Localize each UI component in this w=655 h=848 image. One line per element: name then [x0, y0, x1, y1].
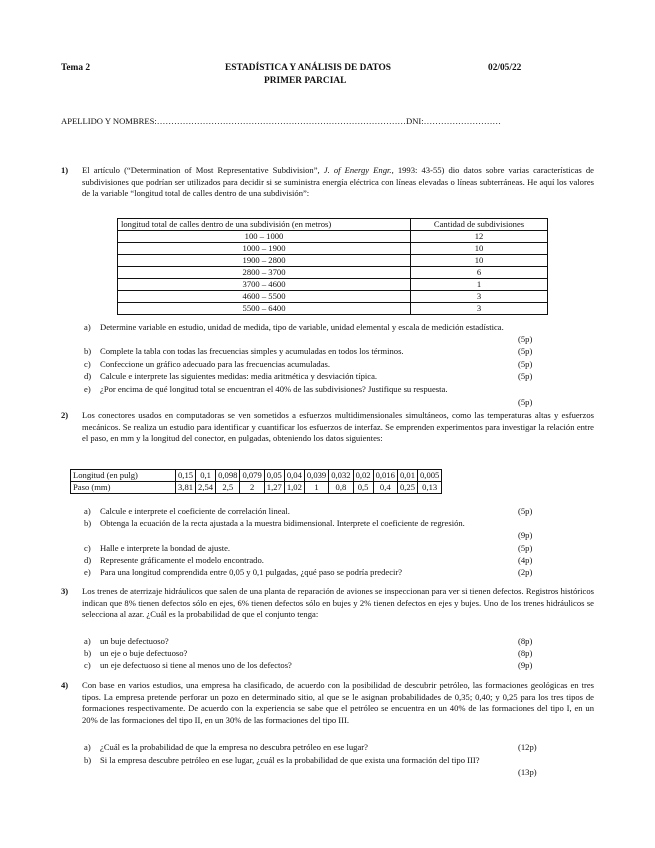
q2-item-points: (2p)	[518, 567, 533, 577]
q2-item-text: Para una longitud comprendida entre 0,05 y 0,1 pulgadas, ¿qué paso se podría predecir?	[100, 567, 403, 577]
q2-item-text: Calcule e interprete el coeficiente de correlación lineal.	[100, 506, 290, 516]
table-cell: 0,005	[418, 470, 442, 482]
name-dni-line: APELLIDO Y NOMBRES:……………………………………………………………………………DNI:………………………	[61, 116, 502, 126]
table-cell: 0,05	[264, 470, 284, 482]
exam-date: 02/05/22	[488, 63, 522, 73]
table-cell: 1900 – 2800	[118, 255, 411, 267]
q1-item-text: Complete la tabla con todas las frecuencias simples y acumuladas en todos los términos.	[100, 346, 404, 356]
table-cell: 0,25	[397, 482, 417, 494]
table-header-cell: longitud total de calles dentro de una subdivisión (en metros)	[118, 219, 411, 231]
q1-item-points: (5p)	[518, 397, 533, 407]
q2-item-letter: e)	[84, 567, 91, 577]
table-cell: 1,27	[264, 482, 284, 494]
q2-item-points: (4p)	[518, 555, 533, 565]
table-cell: 2,5	[216, 482, 240, 494]
q2-item-text: Represente gráficamente el modelo encontrado.	[100, 555, 264, 565]
table-row	[118, 303, 548, 315]
q1-item-letter: a)	[84, 322, 91, 332]
table-cell: 3	[411, 303, 548, 315]
q3-number: 3)	[61, 586, 69, 596]
q3-statement: Los trenes de aterrizaje hidráulicos que salen de una planta de reparación de aviones se inspeccionan para ver si tienen defectos. Registros históricos indican que 8% tienen defectos sólo en ejes, 6% tienen defectos sólo en bujes y 2% tienen defectos en ejes y bujes. Uno de los trenes hidráulicos se selecciona al azar. ¿Cuál es la probabilidad de que el conjunto tenga:	[82, 586, 594, 620]
table-cell: 0,8	[329, 482, 353, 494]
q2-item-letter: c)	[84, 543, 91, 553]
table-row	[118, 291, 548, 303]
table-row-label: Longitud (en pulg)	[71, 470, 176, 482]
exam-title: ESTADÍSTICA Y ANÁLISIS DE DATOS	[225, 63, 392, 73]
table-row-label: Paso (mm)	[71, 482, 176, 494]
table-cell: 1	[411, 279, 548, 291]
q1-item-text: Confeccione un gráfico adecuado para las frecuencias acumuladas.	[100, 359, 331, 369]
q1-journal: J. of Energy Engr.	[323, 165, 392, 175]
table-cell: 12	[411, 231, 548, 243]
table-cell: 6	[411, 267, 548, 279]
q1-item-letter: e)	[84, 384, 91, 394]
q2-item-points: (9p)	[518, 530, 533, 540]
q3-item-letter: a)	[84, 636, 91, 646]
table-row	[118, 279, 548, 291]
table-cell: 0,079	[240, 470, 264, 482]
q1-item-points: (5p)	[518, 359, 533, 369]
q2-item-letter: d)	[84, 555, 92, 565]
q2-statement: Los conectores usados en computadoras se ven sometidos a esfuerzos multidimensionales simultáneos, como las temperaturas altas y esfuerzos mecánicos. Se realiza un estudio para identificar y cuantificar los esfuerzos de interfaz. Se emprenden experimentos para investigar la relación entre el paso, en mm y la longitud del conector, en pulgadas, obteniendo los datos siguientes:	[82, 410, 594, 444]
q1-item-text: Determine variable en estudio, unidad de medida, tipo de variable, unidad elemental y escala de medición estadística.	[100, 322, 504, 332]
q3-item-letter: c)	[84, 660, 91, 670]
q3-item-letter: b)	[84, 648, 92, 658]
table-header-row	[118, 219, 548, 231]
table-row	[118, 243, 548, 255]
table-cell: 0,4	[373, 482, 397, 494]
table-cell: 0,5	[353, 482, 373, 494]
table-cell: 1	[304, 482, 328, 494]
q1-item-text: Calcule e interprete las siguientes medidas: media aritmética y desviación típica.	[100, 371, 378, 381]
q3-item-text: un buje defectuoso?	[100, 636, 169, 646]
table-cell: 3700 – 4600	[118, 279, 411, 291]
table-cell: 10	[411, 255, 548, 267]
q4-item-letter: b)	[84, 755, 92, 765]
table-cell: 0,1	[196, 470, 216, 482]
table-header-cell: Cantidad de subdivisiones	[411, 219, 548, 231]
table-cell: 0,04	[284, 470, 304, 482]
q1-item-letter: d)	[84, 371, 92, 381]
q2-number: 2)	[61, 410, 69, 420]
table-cell: 5500 – 6400	[118, 303, 411, 315]
table-row	[71, 482, 442, 494]
table-cell: 100 – 1000	[118, 231, 411, 243]
table-row	[118, 231, 548, 243]
table-cell: 3,81	[176, 482, 196, 494]
q4-item-text: Si la empresa descubre petróleo en ese lugar, ¿cuál es la probabilidad de que exista una formación del tipo III?	[100, 755, 480, 765]
q2-item-points: (5p)	[518, 506, 533, 516]
q1-item-points: (5p)	[518, 371, 533, 381]
q3-item-points: (8p)	[518, 636, 533, 646]
table-cell: 0,032	[329, 470, 353, 482]
table-cell: 1,02	[284, 482, 304, 494]
q3-item-text: un eje defectuoso si tiene al menos uno de los defectos?	[100, 660, 292, 670]
table-cell: 10	[411, 243, 548, 255]
table-cell: 1000 – 1900	[118, 243, 411, 255]
table-cell: 2,54	[196, 482, 216, 494]
q1-text-a: El artículo (“Determination of Most Representative Subdivision”,	[82, 165, 324, 175]
q1-item-letter: b)	[84, 346, 92, 356]
q1-statement	[82, 165, 594, 200]
table-cell: 0,13	[418, 482, 442, 494]
q1-item-letter: c)	[84, 359, 91, 369]
table-cell: 0,01	[397, 470, 417, 482]
q2-item-text: Obtenga la ecuación de la recta ajustada a la muestra bidimensional. Interprete el coeficiente de regresión.	[100, 518, 465, 528]
q4-item-text: ¿Cuál es la probabilidad de que la empresa no descubra petróleo en ese lugar?	[100, 742, 368, 752]
q1-item-points: (5p)	[518, 346, 533, 356]
q1-text-b: , 1993: 43-55) dio datos sobre varias características de subdivisiones que podrían ser utilizados para decidir si se suministra energía eléctrica con líneas elevadas o líneas subterráneas. He aquí los valores de la variable “longitud total de calles dentro de una subdivisión”:	[82, 165, 594, 199]
q2-item-text: Halle e interprete la bondad de ajuste.	[100, 543, 231, 553]
q3-item-points: (8p)	[518, 648, 533, 658]
q1-frequency-table	[117, 218, 548, 315]
q1-number: 1)	[61, 165, 69, 175]
table-cell: 3	[411, 291, 548, 303]
q2-item-points: (5p)	[518, 543, 533, 553]
q2-data-table	[70, 469, 442, 494]
table-row	[118, 267, 548, 279]
q2-item-letter: b)	[84, 518, 92, 528]
q4-item-points: (12p)	[518, 742, 537, 752]
table-cell: 0,016	[373, 470, 397, 482]
table-cell: 0,098	[216, 470, 240, 482]
q4-item-letter: a)	[84, 742, 91, 752]
table-cell: 2	[240, 482, 264, 494]
table-row	[118, 255, 548, 267]
table-cell: 0,02	[353, 470, 373, 482]
exam-subtitle: PRIMER PARCIAL	[264, 76, 347, 86]
table-cell: 2800 – 3700	[118, 267, 411, 279]
q3-item-text: un eje o buje defectuoso?	[100, 648, 188, 658]
exam-topic: Tema 2	[61, 63, 91, 73]
q1-item-text: ¿Por encima de qué longitud total se encuentran el 40% de las subdivisiones? Justifique su respuesta.	[100, 384, 448, 394]
q1-item-points: (5p)	[518, 334, 533, 344]
table-cell: 0,15	[176, 470, 196, 482]
q3-item-points: (9p)	[518, 660, 533, 670]
q2-item-letter: a)	[84, 506, 91, 516]
q4-statement: Con base en varios estudios, una empresa ha clasificado, de acuerdo con la posibilidad de descubrir petróleo, las formaciones geológicas en tres tipos. La empresa pretende perforar un pozo en determinado sitio, al que se le asignan probabilidades de 0,35; 0,40; y 0,25 para los tres tipos de formaciones respectivamente. De acuerdo con la experiencia se sabe que el petróleo se encuentra en un 40% de las formaciones del tipo I, en un 20% de las formaciones del tipo II, en un 30% de las formaciones del tipo III.	[82, 680, 594, 725]
table-cell: 0,039	[304, 470, 328, 482]
table-row	[71, 470, 442, 482]
q4-item-points: (13p)	[518, 767, 537, 777]
q4-number: 4)	[61, 680, 69, 690]
table-cell: 4600 – 5500	[118, 291, 411, 303]
